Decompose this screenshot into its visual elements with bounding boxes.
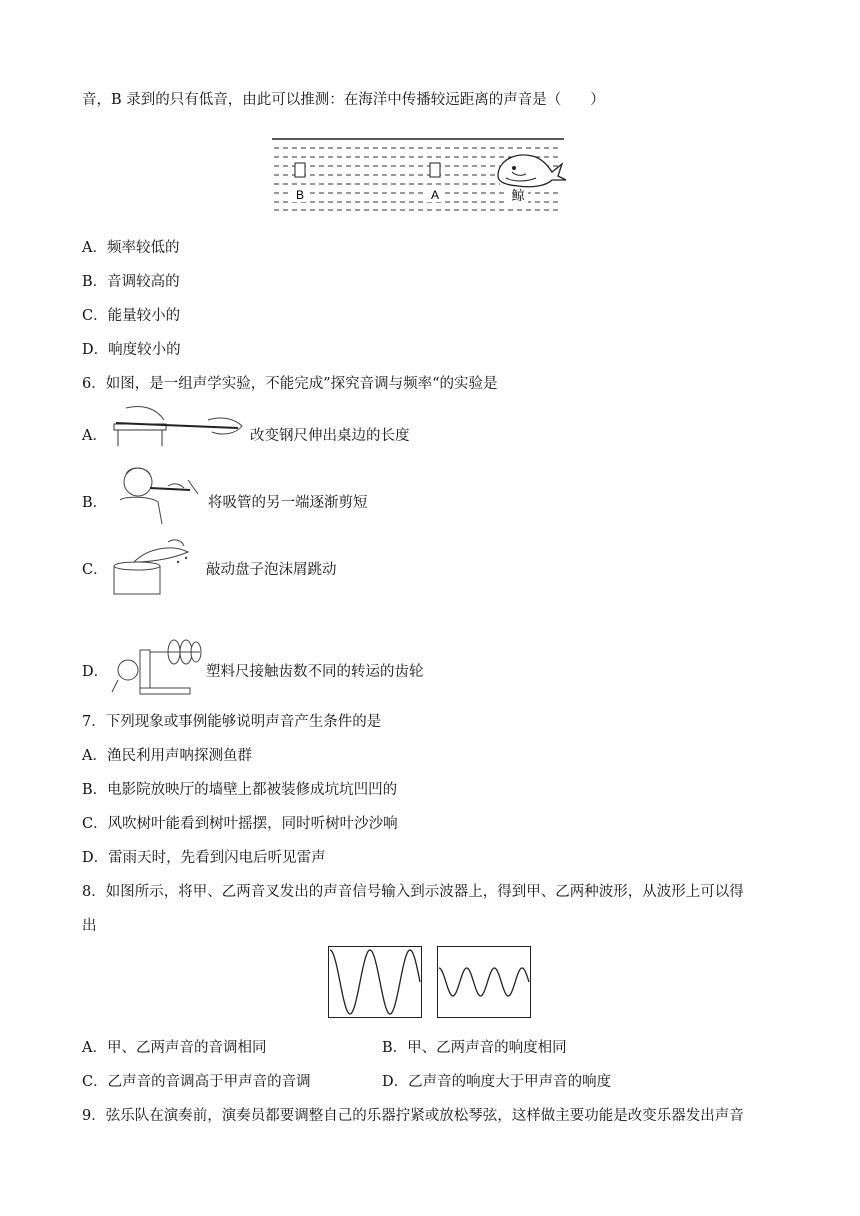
q6-option-d-text: 塑料尺接触齿数不同的转运的齿轮 xyxy=(206,664,424,680)
waveform-jia xyxy=(328,946,422,1018)
label-a: A xyxy=(430,188,440,202)
q6-stem: 6．如图，是一组声学实验，不能完成”探究音调与频率“的实验是 xyxy=(82,376,498,392)
q6-option-a-letter: A． xyxy=(82,428,107,444)
ocean-figure xyxy=(270,136,566,214)
ruler-experiment-icon xyxy=(112,402,248,448)
q8-stem-line2: 出 xyxy=(82,918,97,934)
whale-icon xyxy=(498,155,566,187)
label-b: B xyxy=(295,188,305,202)
q6-option-a-text: 改变钢尺伸出桌边的长度 xyxy=(250,428,410,444)
q8-option-c: C．乙声音的音调高于甲声音的音调 xyxy=(82,1074,311,1090)
q6-option-b-text: 将吸管的另一端逐渐剪短 xyxy=(208,495,368,511)
q6-option-d-letter: D． xyxy=(82,664,109,680)
q8-option-b: B．甲、乙两声音的响度相同 xyxy=(382,1040,567,1056)
recorder-b-icon xyxy=(295,163,305,177)
q5-option-c: C．能量较小的 xyxy=(82,308,181,324)
q8-stem-line1: 8．如图所示，将甲、乙两音叉发出的声音信号输入到示波器上，得到甲、乙两种波形，从波形上可以得 xyxy=(82,884,744,900)
q6-option-c-text: 敲动盘子泡沫屑跳动 xyxy=(206,562,337,578)
recorder-a-icon xyxy=(430,163,440,177)
plate-experiment-icon xyxy=(108,532,202,596)
q9-stem: 9．弦乐队在演奏前，演奏员都要调整自己的乐器拧紧或放松琴弦，这样做主要功能是改变乐器发出声音 xyxy=(82,1108,744,1124)
q8-option-d: D．乙声音的响度大于甲声音的响度 xyxy=(382,1074,612,1090)
label-whale: 鲸 xyxy=(511,189,525,204)
q8-option-a: A．甲、乙两声音的音调相同 xyxy=(82,1040,267,1056)
q7-stem: 7．下列现象或事例能够说明声音产生条件的是 xyxy=(82,714,382,730)
straw-experiment-icon xyxy=(108,460,204,526)
q5-option-d: D．响度较小的 xyxy=(82,342,181,358)
q6-option-b-letter: B． xyxy=(82,495,108,511)
gear-experiment-icon xyxy=(110,636,204,698)
q7-option-c: C．风吹树叶能看到树叶摇摆，同时听树叶沙沙响 xyxy=(82,816,398,832)
q6-option-c-letter: C． xyxy=(82,562,108,578)
q5-option-b: B．音调较高的 xyxy=(82,274,180,290)
q7-option-d: D．雷雨天时，先看到闪电后听见雷声 xyxy=(82,850,326,866)
q7-option-b: B．电影院放映厅的墙壁上都被装修成坑坑凹凹的 xyxy=(82,782,398,798)
waveform-yi xyxy=(437,946,531,1018)
q5-stem-tail: 音，B 录到的只有低音，由此可以推测：在海洋中传播较远距离的声音是（ ） xyxy=(82,92,605,108)
q5-option-a: A．频率较低的 xyxy=(82,240,180,256)
q7-option-a: A．渔民利用声呐探测鱼群 xyxy=(82,748,252,764)
